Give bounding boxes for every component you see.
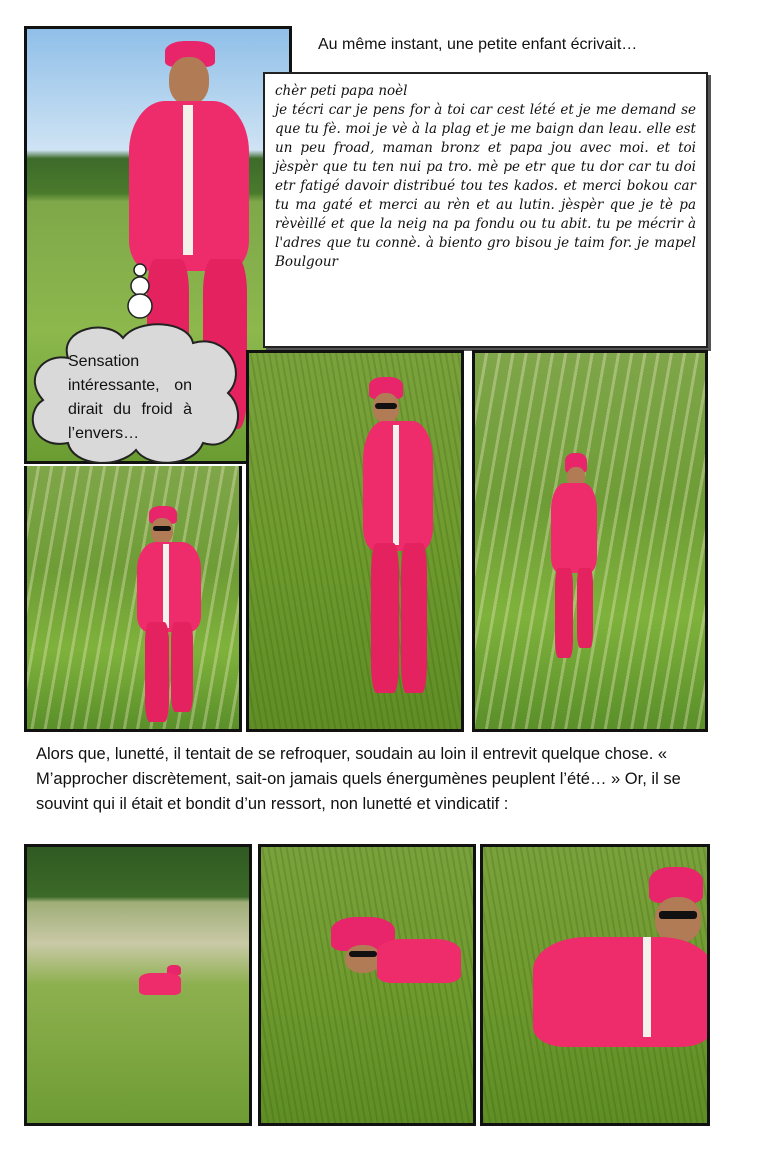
panel-4-santa-leaving (472, 350, 708, 732)
thought-text: Sensation intéressante, on dirait du froid à l’envers… (68, 353, 192, 442)
santa-figure (321, 917, 461, 1007)
santa-figure (359, 375, 439, 715)
top-caption: Au même instant, une petite enfant écrivait… (318, 36, 638, 53)
panel-2-santa-walking (24, 466, 242, 732)
panel-3-santa-looking (246, 350, 464, 732)
thought-trail (120, 262, 160, 322)
child-letter (263, 72, 708, 348)
santa-figure (545, 453, 605, 663)
panel-6-santa-crawling (258, 844, 476, 1126)
santa-figure (137, 504, 217, 724)
letter-greeting: chèr peti papa noèl (275, 83, 408, 99)
santa-figure (523, 867, 710, 1047)
panel-5-santa-far (24, 844, 252, 1126)
letter-body: je técri car je pens for à toi car cest lété et je me demand se que tu fè. moi je vè à la plag et je me baign dan leau. elle est un peu froad, maman bronz et papa jou avec moi. et toi jèspèr que tu ten nui pa tro. mè pe etr que tu dor car tu doi etr fatigé davoir distribué tou tes kados. et merci bokou car tu ma gaté et merci au rèn et au lutin. jèspèr que je tè pa rèvèillé et que la neig na pa fondu ou tu abit. tu pe mécrir à l'adres que tu connè. à biento gro bisou je taim for. je mapel Boulgour (275, 102, 696, 270)
panel-7-santa-closeup (480, 844, 710, 1126)
santa-figure (139, 965, 189, 1001)
narration-box: Alors que, lunetté, il tentait de se refroquer, soudain au loin il entrevit quelque chose. « M’approcher discrètement, sait-on jamais quels énergumènes peuplent l’été… » Or, il se souvint qui il était et bondit d’un ressort, non lunetté et vindicatif : (24, 732, 702, 844)
